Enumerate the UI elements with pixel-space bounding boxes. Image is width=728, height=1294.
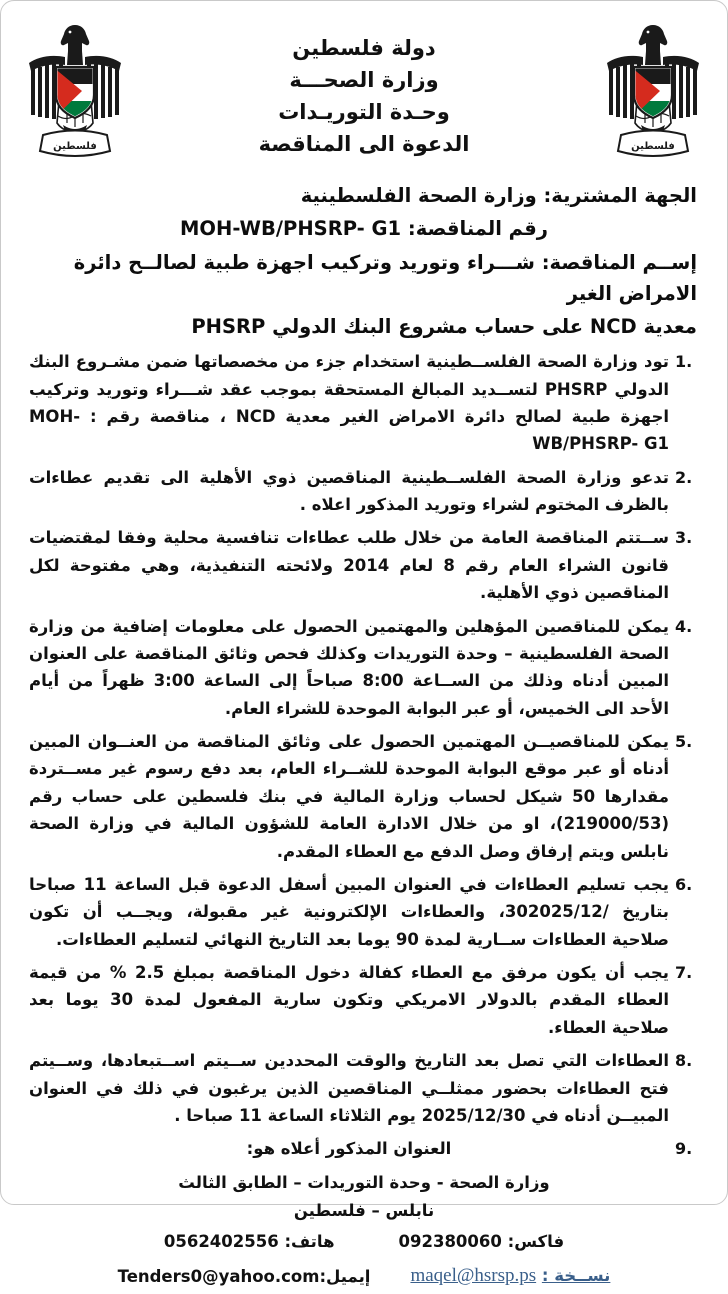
copy-email-field xyxy=(410,1259,610,1293)
clause-item xyxy=(29,959,699,1041)
clause-number: 5. xyxy=(675,732,693,752)
address-label: العنوان المذكور أعلاه هو: xyxy=(246,1139,452,1159)
tender-name-line-1: إســم المناقصة: شـــراء وتوريد وتركيب اجهزة طبية لصالــح دائرة الامراض الغير xyxy=(73,250,697,305)
email-row xyxy=(29,1259,699,1293)
document-header xyxy=(23,13,705,179)
clause-text: العطاءات التي تصل بعد التاريخ والوقت المحددين ســيتم اســتبعادها، وســيتم فتح العطاءات بحضور ممثلــي المناقصين الذين يرغبون في ذلك في العنوان المبيــن أدناه في 2025/12/30 يوم الثلاثاء الساعة 11 صباحا . xyxy=(29,1051,669,1125)
clause-item xyxy=(29,1047,699,1129)
email-value: Tenders0@yahoo.com xyxy=(117,1266,320,1286)
fax-label: فاكس: xyxy=(507,1231,565,1251)
clause-number: 6. xyxy=(675,874,693,894)
clause-item xyxy=(29,348,699,458)
clause-item xyxy=(29,871,699,953)
clause-text: يجب أن يكون مرفق مع العطاء كفالة دخول المناقصة بمبلغ 2.5 % من قيمة العطاء المقدم بالدولار الامريكي وتكون سارية المفعول لمدة 30 يوما بعد صلاحية العطاء. xyxy=(29,963,670,1037)
copy-label: نســخة : xyxy=(541,1266,611,1286)
email-label: إيميل: xyxy=(319,1266,371,1286)
palestine-coat-of-arms-eagle-icon xyxy=(601,19,705,171)
clause-text: يمكن للمناقصيــن المهتمين الحصول على وثائق المناقصة من العنــوان المبين أدناه أو عبر موقع البوابة الموحدة للشــراء العام، بعد دفع رسوم غير مســتردة مقدارها 50 شيكل لحساب وزارة المالية في بنك فلسطين على حساب رقم (219000/53)، او من خلال الادارة العامة للشؤون المالية في وزارة الصحة نابلس ويتم إرفاق وصل الدفع مع العطاء المقدم. xyxy=(29,732,669,861)
tender-number-line: رقم المناقصة: MOH-WB/PHSRP- G1 xyxy=(180,216,548,240)
clause-text: تود وزارة الصحة الفلســطينية استخدام جزء من مخصصاتها ضمن مشـروع البنك الدولي PHSRP لتســديد المبالغ المستحقة بموجب عقد شـــراء وتوريد وتركيب اجهزة طبية لصالح دائرة الامراض الغير معدية NCD ، مناقصة رقم : MOH-WB/PHSRP- G1 xyxy=(29,352,670,454)
phone-field xyxy=(164,1227,335,1257)
clause-text: يجب تسليم العطاءات في العنوان المبين أسفل الدعوة قبل الساعة 11 صباحا بتاريخ /302025/12، والعطاءات الإلكترونية غير مقبولة، ويجــب أن تكون صلاحية العطاءات ســارية لمدة 90 يوما بعد التاريخ النهائي لتسليم العطاءات. xyxy=(29,874,670,949)
header-title-state: دولة فلسطين xyxy=(292,36,436,60)
clause-item-address xyxy=(29,1135,699,1162)
clause-text: يمكن للمناقصين المؤهلين والمهتمين الحصول على معلومات إضافية من وزارة الصحة الفلسطينية – وحدة التوريدات وكذلك فحص وثائق المناقصة على العنوان المبين أدناه وذلك من الســاعة 8:00 صباحاً إلى الساعة 3:00 ظهراً من أيام الأحد الى الخميس، أو عبر البوابة الموحدة للشراء العام. xyxy=(29,616,669,718)
header-title-ministry: وزارة الصحـــة xyxy=(289,67,439,92)
clause-number: 2. xyxy=(675,467,693,487)
clause-number: 7. xyxy=(675,963,693,983)
address-line-1: وزارة الصحة - وحدة التوريدات – الطابق الثالث xyxy=(178,1172,550,1192)
clause-number: 4. xyxy=(675,616,693,636)
buyer-line: الجهة المشترية: وزارة الصحة الفلسطينية xyxy=(300,184,697,207)
fax-field xyxy=(399,1227,565,1257)
clause-number: 9. xyxy=(675,1139,693,1159)
email-field xyxy=(118,1262,371,1292)
clause-item xyxy=(29,728,699,865)
svg-text:فلسطين: فلسطين xyxy=(53,141,97,152)
header-title-unit: وحـدة التوريـدات xyxy=(278,99,450,124)
clause-item xyxy=(29,613,699,723)
clause-list xyxy=(23,348,705,1293)
header-title-invitation: الدعوة الى المناقصة xyxy=(258,131,470,156)
clause-item xyxy=(29,464,699,519)
clause-number: 8. xyxy=(675,1051,693,1071)
clause-number: 1. xyxy=(675,352,693,372)
phone-value: 0562402556 xyxy=(163,1231,279,1251)
header-title-block xyxy=(127,19,601,161)
tender-name-line-2: معدية NCD على حساب مشروع البنك الدولي PHSRP xyxy=(191,314,697,338)
palestine-coat-of-arms-eagle-icon xyxy=(23,19,127,171)
contact-row xyxy=(29,1227,699,1257)
phone-label: هاتف: xyxy=(284,1231,335,1251)
fax-value: 092380060 xyxy=(398,1231,502,1251)
copy-email-link[interactable]: maqel@hsrsp.ps xyxy=(410,1265,537,1287)
clause-number: 3. xyxy=(675,528,693,548)
tender-intro-block xyxy=(23,179,705,342)
svg-text:فلسطين: فلسطين xyxy=(631,141,675,152)
clause-item xyxy=(29,524,699,606)
address-line-2: نابلس – فلسطين xyxy=(293,1200,435,1220)
clause-text: تدعو وزارة الصحة الفلســطينية المناقصين ذوي الأهلية الى تقديم عطاءات بالظرف المختوم لشراء وتوريد المذكور اعلاه . xyxy=(29,467,669,515)
clause-text: ســتتم المناقصة العامة من خلال طلب عطاءات تنافسية محلية وفقا لمقتضيات قانون الشراء العام رقم 8 لعام 2014 ولائحته التنفيذية، وهي مفتوحة لكل المناقصين ذوي الأهلية. xyxy=(29,528,669,603)
